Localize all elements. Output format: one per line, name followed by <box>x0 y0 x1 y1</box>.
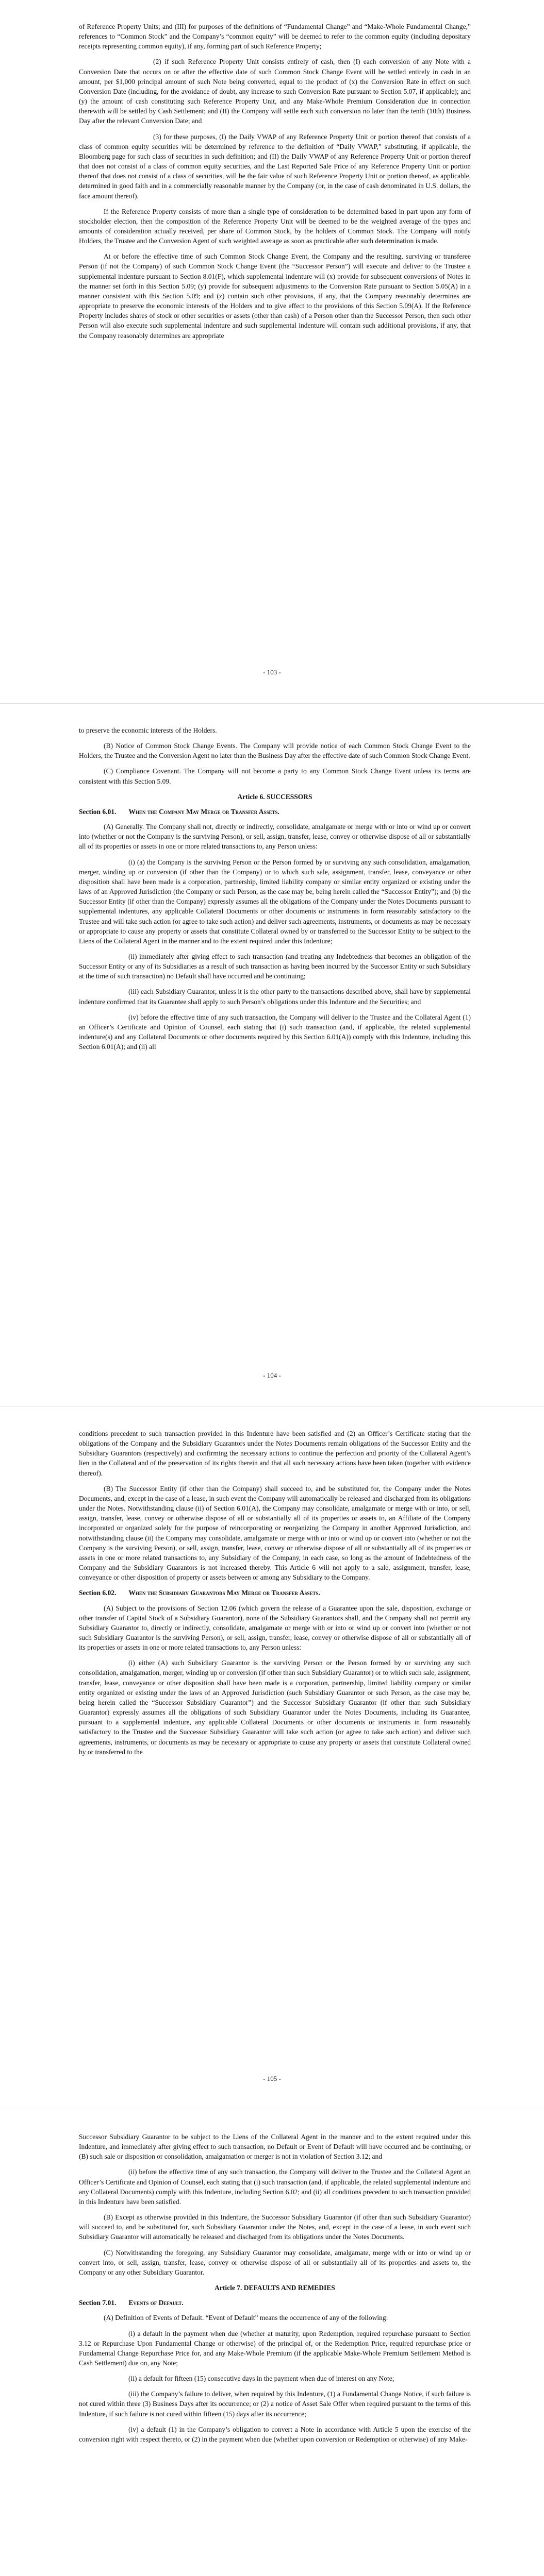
paragraph: (A) Subject to the provisions of Section 12.06 (which govern the release of a Guarantee upon the sale, disposition, exchange or other transfer of Capital Stock of a Subsidiary Guarantor), none of the Subsidiary Guarantors shall, and the Company shall not permit any Subsidiary Guarantor to, directly or indirectly, consolidate, amalgamate or merge with or into or wind up or convert into (whether or not such Subsidiary Guarantor is the surviving Person), or sell, assign, transfer, lease, convey or otherwise dispose of all or substantially all of its properties or assets in one or more related transactions to, any Person unless: <box>79 1604 471 1652</box>
page-body <box>79 22 471 346</box>
paragraph: (A) Definition of Events of Default. “Event of Default” means the occurrence of any of the following: <box>104 2314 388 2322</box>
page-105 <box>0 1406 544 2110</box>
paragraph: of Reference Property Units; and (III) for purposes of the definitions of “Fundamental Change” and “Make-Whole Fundamental Change,” references to “Common Stock” and the Company’s “common equity” will be deemed to refer to the common equity (including depositary receipts representing common equity), if any, forming part of such Reference Property; <box>79 23 471 50</box>
section-title: Events of Default. <box>128 2299 184 2307</box>
paragraph: (ii) immediately after giving effect to such transaction (and treating any Indebtedness that becomes an obligation of the Successor Entity or any of its Subsidiaries as a result of such transaction as having been incurred by the Successor Entity or such Subsidiary at the time of such transaction) no Default shall have occurred and be continuing; <box>79 952 471 980</box>
page-body <box>79 1429 471 1762</box>
paragraph: If the Reference Property consists of more than a single type of consideration to be determined based in part upon any form of stockholder election, then the composition of the Reference Property Unit will be deemed to be the weighted average of the types and amounts of consideration actually received, per share of Common Stock, by the holders of Common Stock. The Company will notify Holders, the Trustee and the Conversion Agent of such weighted average as soon as practicable after such determination is made. <box>79 207 471 245</box>
paragraph: to preserve the economic interests of the Holders. <box>79 726 217 734</box>
paragraph: (i) a default in the payment when due (whether at maturity, upon Redemption, required repurchase pursuant to Section 3.12 or Repurchase Upon Fundamental Change or otherwise) of the principal of, or the Redemption Price, required repurchase price or Fundamental Change Repurchase Price for, and any Make-Whole Premium (if the applicable Make-Whole Premium Settlement Method is Cash Settlement) due on, any Note; <box>79 2329 471 2367</box>
paragraph: (ii) before the effective time of any such transaction, the Company will deliver to the Trustee and the Collateral Agent an Officer’s Certificate and Opinion of Counsel, each stating that (i) such transaction (and, if applicable, the related supplemental indenture and any Collateral Documents) comply with this Indenture, including Section 6.02; and (ii) all conditions precedent to such transaction provided in this Indenture have been satisfied. <box>79 2168 471 2206</box>
paragraph: (iii) the Company’s failure to deliver, when required by this Indenture, (1) a Fundamental Change Notice, if such failure is not cured within three (3) Business Days after its occurrence; or (2) a notice of Asset Sale Offer when required pursuant to the terms of this Indenture, if such failure is not cured within fifteen (15) days after its occurrence; <box>79 2390 471 2418</box>
paragraph: (C) Notwithstanding the foregoing, any Subsidiary Guarantor may consolidate, amalgamate, merge with or into or wind up or convert into, or sell, assign, transfer, lease, convey or otherwise dispose of all or substantially all of its properties and assets to, the Company or any other Subsidiary Guarantor. <box>79 2248 471 2276</box>
paragraph: (iv) a default (1) in the Company’s obligation to convert a Note in accordance with Article 5 upon the exercise of the conversion right with respect thereto, or (2) in the payment when due (whether upon conversion or Redemption or otherwise) of any Make- <box>79 2425 471 2443</box>
article-heading: Article 6. SUCCESSORS <box>237 792 312 801</box>
section-heading <box>79 807 471 817</box>
paragraph: Successor Subsidiary Guarantor to be subject to the Liens of the Collateral Agent in the manner and to the extent required under this Indenture, and immediately after giving effect to such transaction, no Default or Event of Default will have occurred and be continuing, or (B) such sale or disposition or consolidation, amalgamation or merger is not in violation of Section 3.12; and <box>79 2133 471 2161</box>
section-number: Section 7.01. <box>79 2299 117 2307</box>
section-number: Section 6.01. <box>79 807 117 816</box>
article-heading: Article 7. DEFAULTS AND REMEDIES <box>215 2284 335 2292</box>
page-106 <box>0 2110 544 2576</box>
paragraph: (A) Generally. The Company shall not, directly or indirectly, consolidate, amalgamate or merge with or into or wind up or convert into (whether or not the Company is the surviving Person), or sell, assign, transfer, lease, convey or otherwise dispose of all or substantially all of its properties or assets in one or more related transactions to, any Person unless: <box>79 823 471 851</box>
paragraph: (iii) each Subsidiary Guarantor, unless it is the other party to the transactions described above, shall have by supplemental indenture confirmed that its Guarantee shall apply to such Person’s obligations under this Indenture and the Securities; and <box>79 988 471 1006</box>
paragraph: (3) for these purposes, (I) the Daily VWAP of any Reference Property Unit or portion thereof that consists of a class of common equity securities will be determined by reference to the definition of “Daily VWAP,” substituting, if applicable, the Bloomberg page for such class of securities in such definition; and (II) the Daily VWAP of any Reference Property Unit or portion thereof that does not consist of a class of common equity securities, and the Last Reported Sale Price of any Reference Property Unit or portion thereof that does not consist of a class of securities, will be the fair value of such Reference Property Unit or portion thereof, as applicable, determined in good faith and in a commercially reasonable manner by the Company (or, in the case of cash denominated in U.S. dollars, the face amount thereof). <box>79 132 471 200</box>
paragraph: (ii) a default for fifteen (15) consecutive days in the payment when due of interest on any Note; <box>128 2375 394 2383</box>
paragraph: (B) Except as otherwise provided in this Indenture, the Successor Subsidiary Guarantor (if other than such Subsidiary Guarantor) will succeed to, and be substituted for, such Subsidiary Guarantor under the Notes, and, except in the case of a lease, in such event such Subsidiary Guarantor will automatically be released and discharged from its obligations under the Notes Documents. <box>79 2213 471 2241</box>
paragraph: (i) (a) the Company is the surviving Person or the Person formed by or surviving any such consolidation, amalgamation, merger, winding up or conversion (if other than the Company) or to which such sale, assignment, transfer, lease, conveyance or other disposition shall have been made is a corporation, partnership, limited liability company or similar entity organized or existing under the laws of an Approved Jurisdiction (the Company or such Person, as the case may be, being herein called the “Successor Entity”); and (b) the Successor Entity (if other than the Company) expressly assumes all the obligations of the Company under the Notes Documents pursuant to supplemental indentures, any applicable Collateral Documents or other documents or instruments in form reasonably satisfactory to the Trustee and will take such action (or agree to take such action) and deliver such agreements, instruments, or documents as may be necessary or appropriate to cause any property or assets that constitute Collateral owned by or transferred to the Successor Entity to be subject to the Liens of the Collateral Agent in the manner and to the extent required under this Indenture; <box>79 858 471 945</box>
paragraph: (iv) before the effective time of any such transaction, the Company will deliver to the Trustee and the Collateral Agent (1) an Officer’s Certificate and Opinion of Counsel, each stating that (i) such transaction (and, if applicable, the related supplemental indenture(s) and any Collateral Documents or other documents required by this Section 6.01(A)) comply with this Indenture, including this Section 6.01(A); and (ii) all <box>79 1013 471 1051</box>
paragraph: At or before the effective time of such Common Stock Change Event, the Company and the resulting, surviving or transferee Person (if not the Company) of such Common Stock Change Event (the “Successor Person”) will execute and deliver to the Trustee a supplemental indenture pursuant to Section 8.01(F), which supplemental indenture will (x) provide for subsequent conversions of Notes in the manner set forth in this Section 5.09; (y) provide for subsequent adjustments to the Conversion Rate pursuant to Section 5.05(A) in a manner consistent with this Section 5.09; and (z) contain such other provisions, if any, that the Company reasonably determines are appropriate to preserve the economic interests of the Holders and to give effect to the provisions of this Section 5.09(A). If the Reference Property includes shares of stock or other securities or assets (other than cash) of a Person other than the Successor Person, then such other Person will also execute such supplemental indenture and such supplemental indenture will contain such additional provisions, if any, that the Company reasonably determines are appropriate <box>79 252 471 340</box>
page-number: - 103 - <box>263 668 281 676</box>
page-number: - 104 - <box>263 1371 281 1379</box>
page-104 <box>0 703 544 1406</box>
paragraph: (B) The Successor Entity (if other than the Company) shall succeed to, and be substituted for, the Company under the Notes Documents, and, except in the case of a lease, in such event the Company will automatically be released and discharged from its obligations under the Notes. Notwithstanding clause (ii) of Section 6.01(A), the Company may consolidate, amalgamate or merge with or into, or sell, assign, transfer, lease, convey or otherwise dispose of all or substantially all of its properties or assets to, an Affiliate of the Company incorporated or organized solely for the purpose of reincorporating or reorganizing the Company in another Approved Jurisdiction, and notwithstanding clause (ii) the Company may consolidate, amalgamate or merge with or into or wind up or convert into (whether or not the Company is the surviving Person), or sell, assign, transfer, lease, convey or otherwise dispose of all or substantially all of its properties or assets in one or more related transactions to, any Subsidiary of the Company, in each case, so long as the amount of Indebtedness of the Company and the Subsidiary Guarantors is not increased thereby. This Article 6 will not apply to a sale, assignment, transfer, lease, conveyance or other disposition of property or assets between or among any Subsidiary to the Company. <box>79 1484 471 1582</box>
section-number: Section 6.02. <box>79 1589 117 1597</box>
paragraph: (C) Compliance Covenant. The Company will not become a party to any Common Stock Change Event unless its terms are consistent with this Section 5.09. <box>79 767 471 785</box>
paragraph: (2) if such Reference Property Unit consists entirely of cash, then (I) each conversion of any Note with a Conversion Date that occurs on or after the effective date of such Common Stock Change Event will be settled entirely in cash in an amount, per $1,000 principal amount of such Note being converted, equal to the product of (x) the Conversion Rate in effect on such Conversion Date (including, for the avoidance of doubt, any increase to such Conversion Rate pursuant to Section 5.07, if applicable); and (y) the amount of cash constituting such Reference Property Unit, and any Make-Whole Premium Consideration due in connection therewith will be settled by Cash Settlement; and (II) the Company will settle each such conversion no later than the tenth (10th) Business Day after the relevant Conversion Date; and <box>79 58 471 125</box>
section-heading <box>79 1588 471 1598</box>
paragraph: (i) either (A) such Subsidiary Guarantor is the surviving Person or the Person formed by or surviving any such consolidation, amalgamation, merger, winding up or conversion (if other than such Subsidiary Guarantor) or to which such sale, assignment, transfer, lease, conveyance or other disposition shall have been made is a corporation, partnership, limited liability company or similar entity organized or existing under the laws of an Approved Jurisdiction (such Subsidiary Guarantor or such Person, as the case may be, being herein called the “Successor Subsidiary Guarantor”) and the Successor Subsidiary Guarantor (if other than such Subsidiary Guarantor) expressly assumes all the obligations of such Subsidiary Guarantor under the Notes Documents, including its Guarantee, pursuant to a supplemental indenture, any applicable Collateral Documents or other documents or instruments in form reasonably satisfactory to the Trustee and the Successor Subsidiary Guarantor will take such action (or agree to take such action) and deliver such agreements, instruments, or documents as may be necessary or appropriate to cause any property or assets that constitute Collateral owned by or transferred to the <box>79 1659 471 1756</box>
page-number: - 105 - <box>263 2075 281 2082</box>
section-heading <box>79 2298 471 2308</box>
paragraph: (B) Notice of Common Stock Change Events. The Company will provide notice of each Common Stock Change Event to the Holders, the Trustee and the Conversion Agent no later than the Business Day after the effective date of such Common Stock Change Event. <box>79 742 471 760</box>
section-title: When the Subsidiary Guarantors May Merge or Transfer Assets. <box>128 1589 320 1597</box>
page-body <box>79 725 471 1057</box>
page-body <box>79 2132 471 2450</box>
paragraph: conditions precedent to such transaction provided in this Indenture have been satisfied and (2) an Officer’s Certificate stating that the obligations of the Company and the Subsidiary Guarantors under the Notes Documents remain obligations of the Successor Entity and the Subsidiary Guarantors (respectively) and confirming the necessary actions to continue the perfection and priority of the Collateral Agent’s lien in the Collateral and of the preservation of its rights therein and that all such necessary actions have been taken (together with evidence thereof). <box>79 1430 471 1477</box>
section-title: When the Company May Merge or Transfer Assets. <box>128 807 279 816</box>
page-103 <box>0 0 544 703</box>
